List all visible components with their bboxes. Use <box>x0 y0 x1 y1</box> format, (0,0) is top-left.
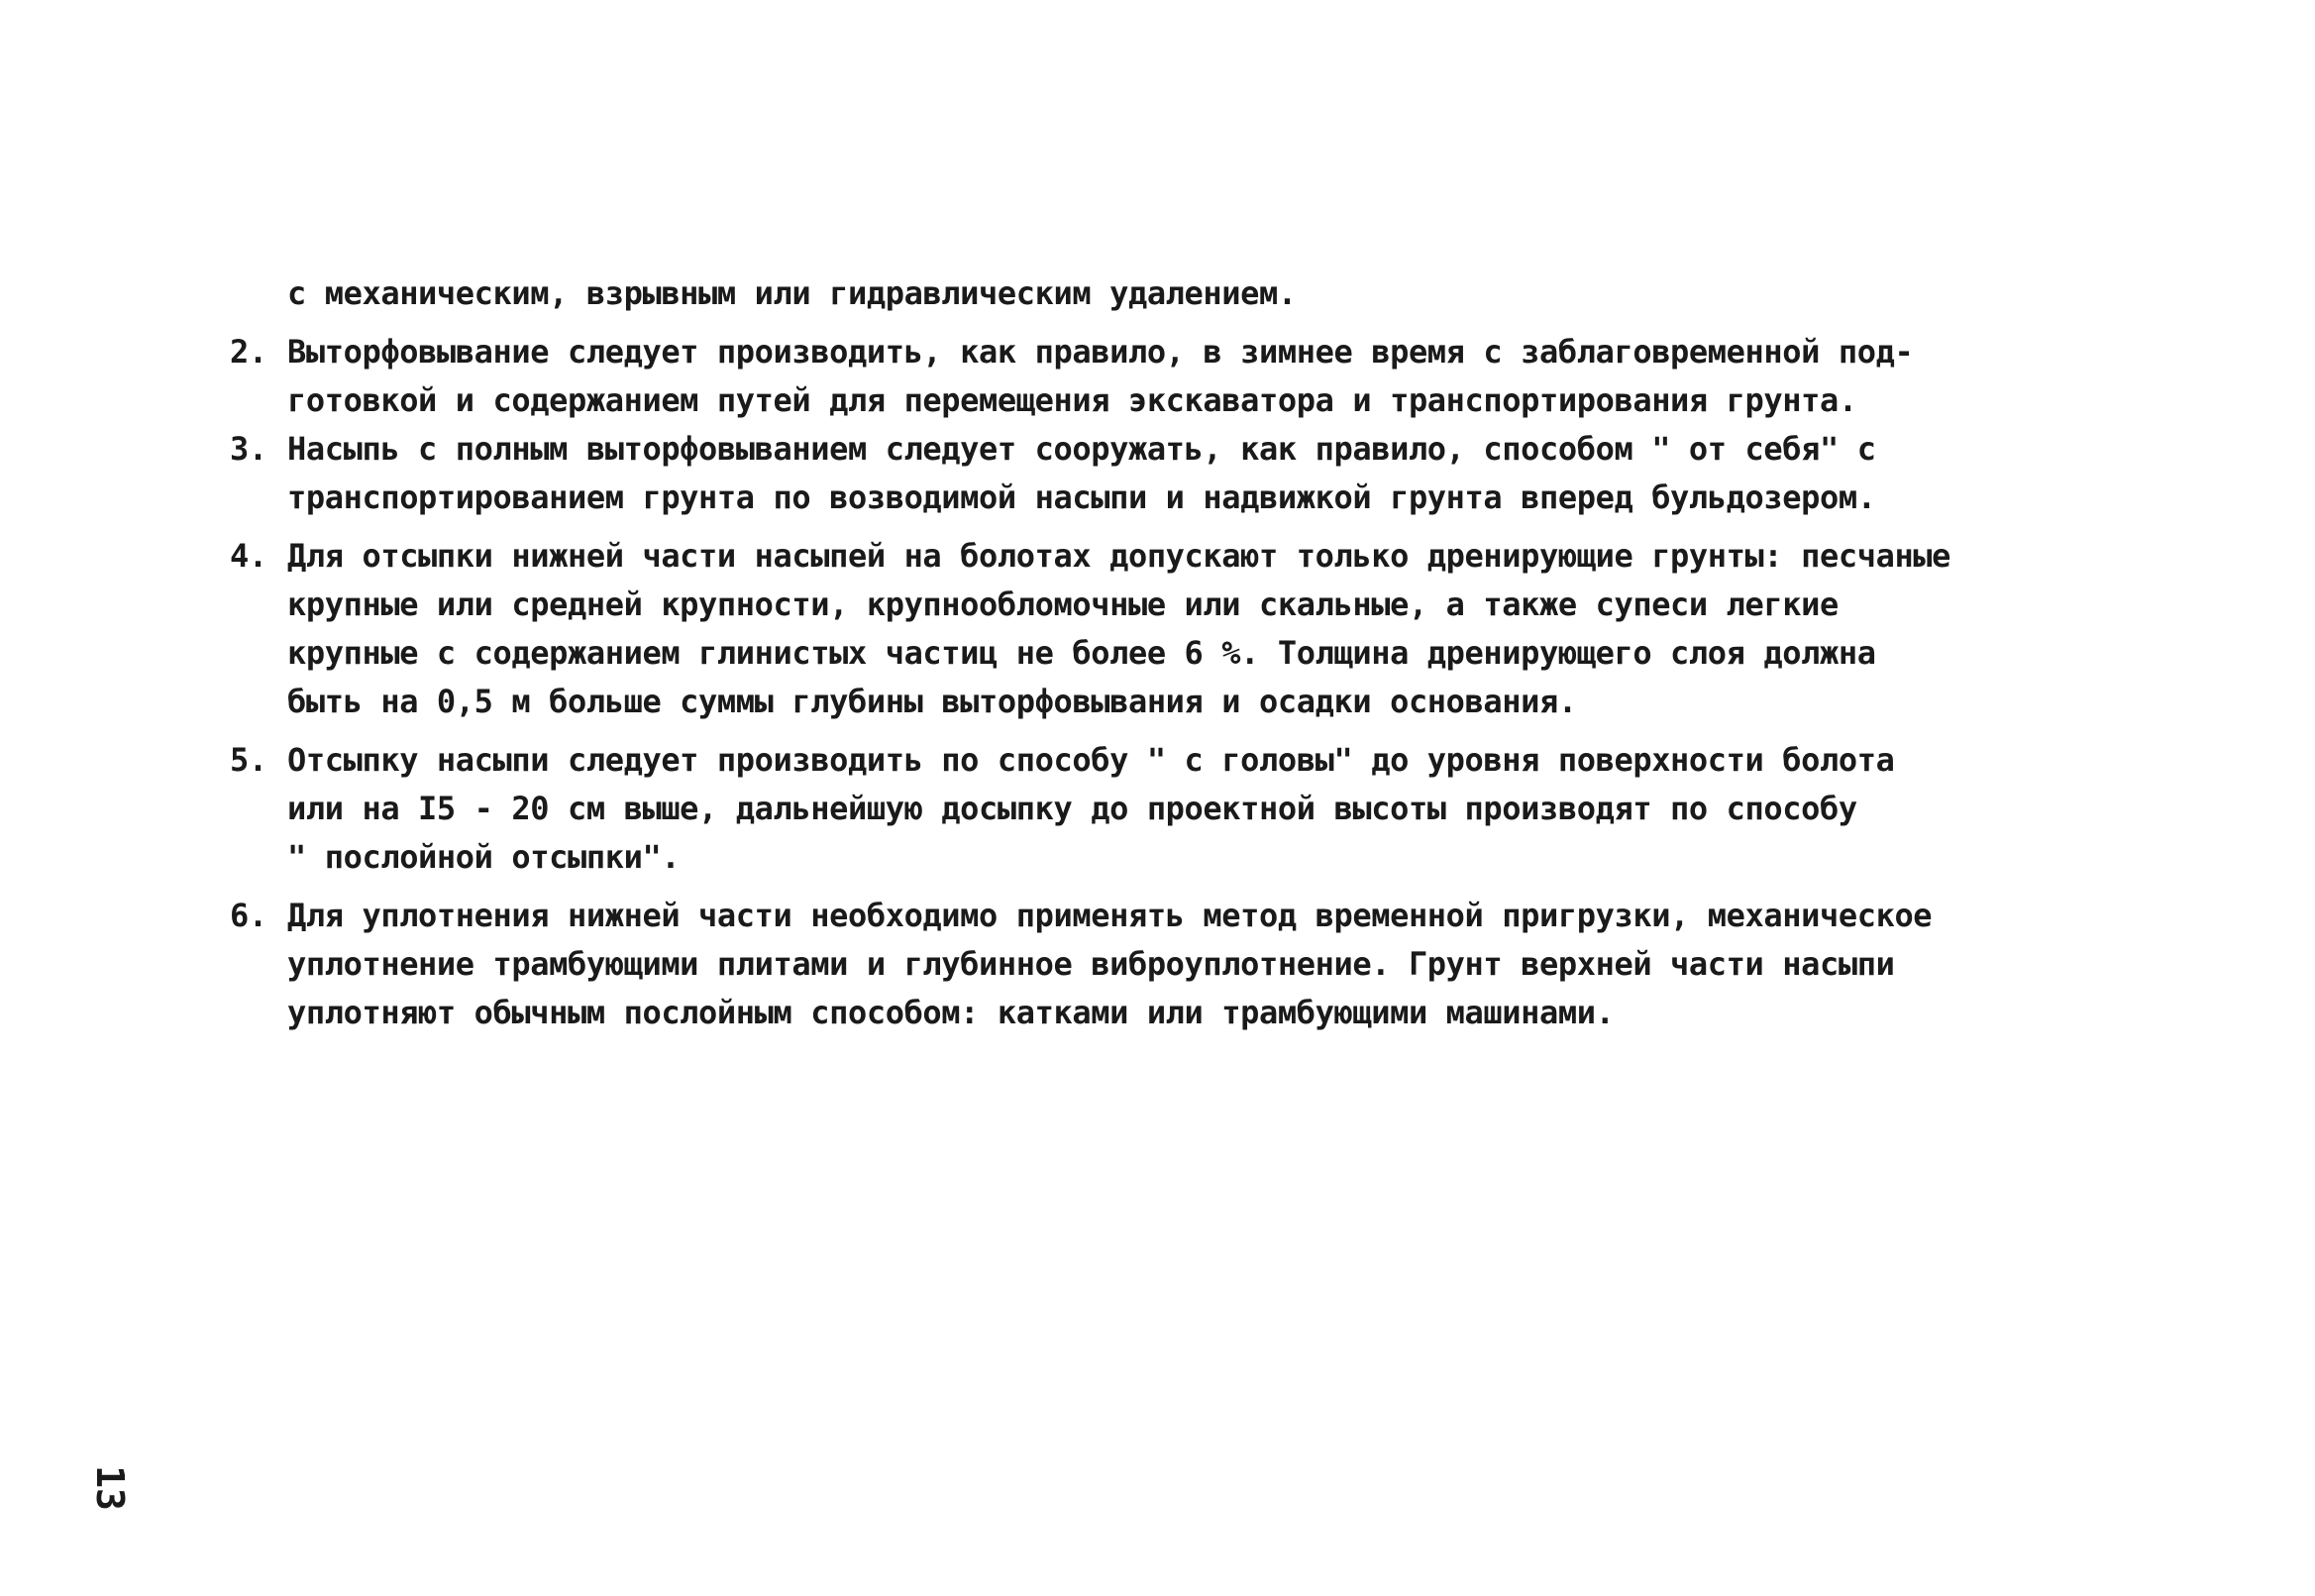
list-item-number: 4. <box>230 537 267 575</box>
paragraph-line: или на I5 - 20 см выше, дальнейшую досыпку до проектной высоты производят по способу <box>287 790 1857 827</box>
paragraph-line: крупные с содержанием глинистых частиц не более 6 %. Толщина дренирующего слоя должна <box>287 634 1876 672</box>
list-item-4 <box>230 532 2072 726</box>
list-item-number: 5. <box>230 741 267 779</box>
paragraph-line: уплотнение трамбующими плитами и глубинное виброуплотнение. Грунт верхней части насыпи <box>287 945 1895 983</box>
paragraph-line: транспортированием грунта по возводимой насыпи и надвижкой грунта вперед бульдозером. <box>287 479 1876 516</box>
paragraph-line: с механическим, взрывным или гидравлическим удалением. <box>287 274 1297 312</box>
list-item-number: 3. <box>230 430 267 468</box>
document-body <box>230 269 2072 1037</box>
paragraph-line: Насыпь с полным выторфовыванием следует сооружать, как правило, способом " от себя" с <box>287 430 1876 468</box>
paragraph-line: Отсыпку насыпи следует производить по способу " с головы" до уровня поверхности болота <box>287 741 1895 779</box>
paragraph-line: Для уплотнения нижней части необходимо применять метод временной пригрузки, механическое <box>287 897 1933 934</box>
paragraph-line: " послойной отсыпки". <box>287 838 681 876</box>
list-item-3 <box>230 425 2072 522</box>
list-item-6 <box>230 892 2072 1037</box>
list-item-5 <box>230 736 2072 882</box>
list-item-number: 2. <box>230 333 267 371</box>
paragraph-line: уплотняют обычным послойным способом: катками или трамбующими машинами. <box>287 994 1615 1031</box>
paragraph-line: Для отсыпки нижней части насыпей на болотах допускают только дренирующие грунты: песчаные <box>287 537 1951 575</box>
list-item-2 <box>230 328 2072 425</box>
paragraph-line: быть на 0,5 м больше суммы глубины выторфовывания и осадки основания. <box>287 683 1577 720</box>
list-item-number: 6. <box>230 897 267 934</box>
paragraph-continuation <box>230 269 2072 318</box>
paragraph-line: Выторфовывание следует производить, как правило, в зимнее время с заблаговременной под- <box>287 333 1914 371</box>
page-number: 13 <box>87 1465 132 1511</box>
paragraph-line: крупные или средней крупности, крупнообломочные или скальные, а также супеси легкие <box>287 585 1839 623</box>
paragraph-line: готовкой и содержанием путей для перемещения экскаватора и транспортирования грунта. <box>287 381 1857 419</box>
